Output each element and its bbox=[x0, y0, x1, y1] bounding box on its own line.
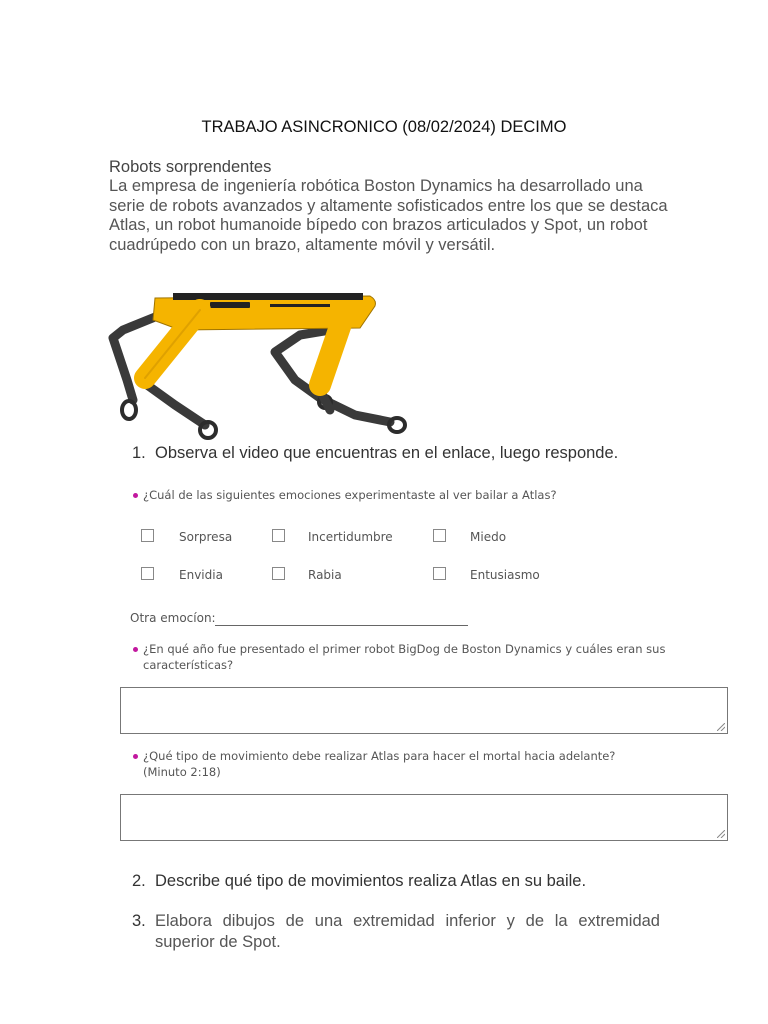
checkbox-label: Entusiasmo bbox=[470, 568, 540, 582]
question-number: 1. bbox=[132, 444, 146, 462]
bullet-icon bbox=[133, 647, 138, 652]
question-1 bbox=[132, 443, 732, 465]
bullet-icon bbox=[133, 493, 138, 498]
question-3 bbox=[132, 911, 672, 955]
checkbox-envidia[interactable] bbox=[141, 567, 154, 580]
intro-section bbox=[109, 157, 669, 255]
answer-textarea-atlas[interactable] bbox=[120, 794, 728, 841]
bullet-icon bbox=[133, 754, 138, 759]
question-2 bbox=[132, 871, 732, 893]
checkbox-label: Envidia bbox=[179, 568, 223, 582]
resize-handle-icon[interactable] bbox=[717, 830, 725, 838]
form-question-atlas: ¿Qué tipo de movimiento debe realizar Atlas para hacer el mortal hacia adelante? bbox=[143, 749, 616, 763]
question-number: 2. bbox=[132, 872, 146, 890]
checkbox-label: Incertidumbre bbox=[308, 530, 393, 544]
checkbox-label: Miedo bbox=[470, 530, 507, 544]
form-question-atlas-time: (Minuto 2:18) bbox=[143, 765, 221, 779]
checkbox-label: Rabia bbox=[308, 568, 342, 582]
checkbox-incertidumbre[interactable] bbox=[272, 529, 285, 542]
resize-handle-icon[interactable] bbox=[717, 723, 725, 731]
answer-textarea-bigdog[interactable] bbox=[120, 687, 728, 734]
form-question-bigdog: ¿En qué año fue presentado el primer robot BigDog de Boston Dynamics y cuáles eran sus características? bbox=[143, 642, 666, 672]
checkbox-entusiasmo[interactable] bbox=[433, 567, 446, 580]
spot-robot-icon bbox=[105, 290, 410, 442]
other-emotion-input[interactable] bbox=[215, 624, 468, 626]
checkbox-sorpresa[interactable] bbox=[141, 529, 154, 542]
question-number: 3. bbox=[132, 912, 146, 930]
question-text: Elabora dibujos de una extremidad inferior y de la extremidad superior de Spot. bbox=[155, 912, 660, 951]
form-question-emotions: ¿Cuál de las siguientes emociones experimentaste al ver bailar a Atlas? bbox=[143, 488, 557, 502]
intro-paragraph: La empresa de ingeniería robótica Boston Dynamics ha desarrollado una serie de robots avanzados y altamente sofisticados entre los que se destaca Atlas, un robot humanoide bípedo con brazos articulados y Spot, un robot cuadrúpedo con un brazo, altamente móvil y versátil. bbox=[109, 177, 668, 254]
intro-heading: Robots sorprendentes bbox=[109, 158, 272, 176]
question-text: Describe qué tipo de movimientos realiza Atlas en su baile. bbox=[155, 872, 587, 890]
checkbox-miedo[interactable] bbox=[433, 529, 446, 542]
other-emotion-label: Otra emocíon: bbox=[130, 611, 216, 625]
checkbox-rabia[interactable] bbox=[272, 567, 285, 580]
document-title: TRABAJO ASINCRONICO (08/02/2024) DECIMO bbox=[201, 118, 567, 136]
checkbox-label: Sorpresa bbox=[179, 530, 233, 544]
question-text: Observa el video que encuentras en el enlace, luego responde. bbox=[155, 444, 619, 462]
